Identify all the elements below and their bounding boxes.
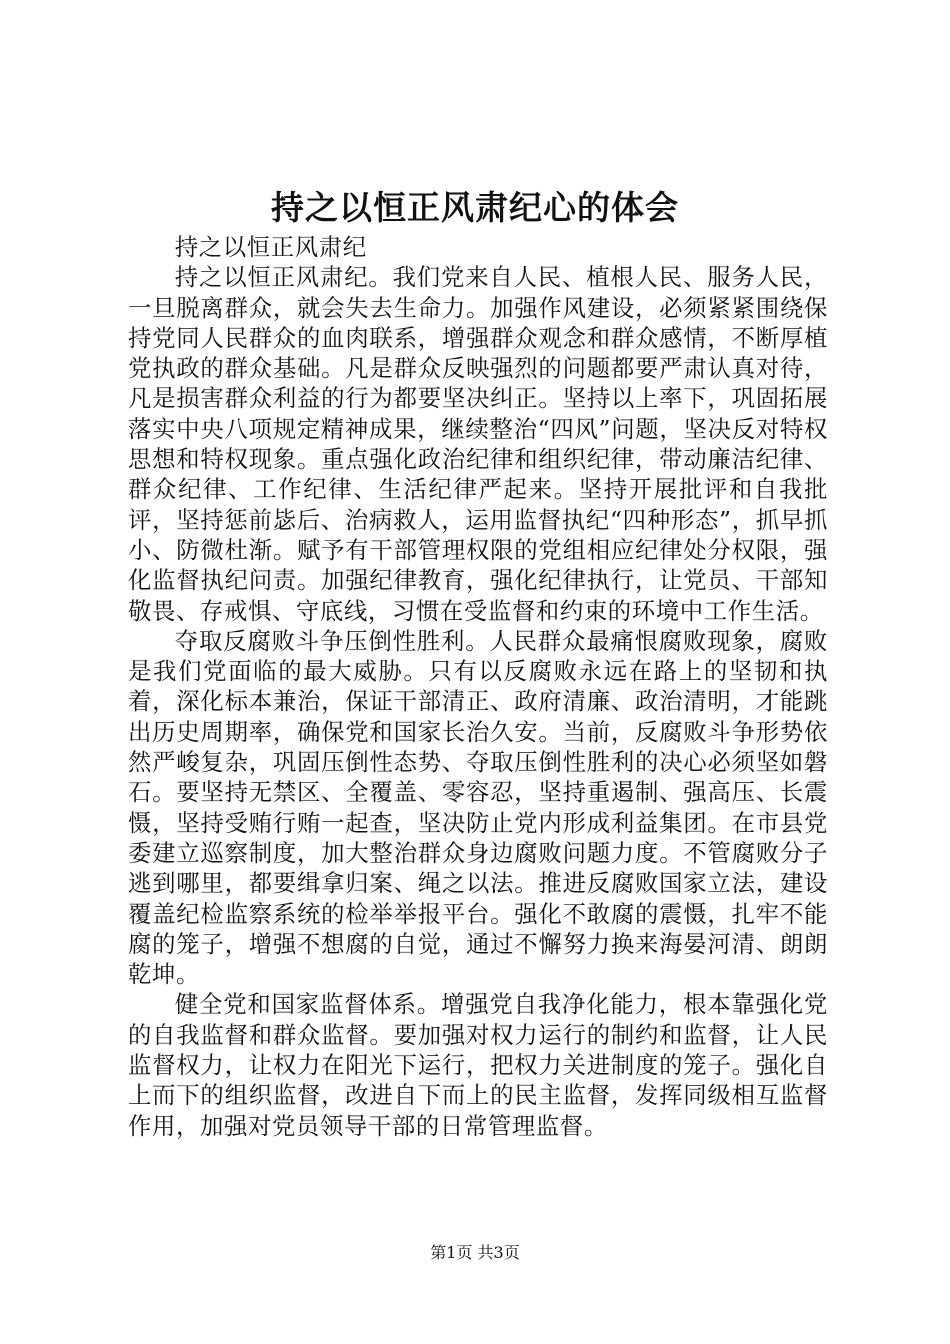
document-title: 持之以恒正风肃纪心的体会 xyxy=(271,188,679,227)
paragraph-conduct-discipline: 持之以恒正风肃纪。我们党来自人民、植根人民、服务人民，一旦脱离群众，就会失去生命力。加强作风建设，必须紧紧围绕保持党同人民群众的血肉联系，增强群众观念和群众感情，不断厚植党执政的群众基础。凡是群众反映强烈的问题都要严肃认真对待，凡是损害群众利益的行为都要坚决纠正。坚持以上率下，巩固拓展落实中央八项规定精神成果，继续整治“四风”问题，坚决反对特权思想和特权现象。重点强化政治纪律和组织纪律，带动廉洁纪律、群众纪律、工作纪律、生活纪律严起来。坚持开展批评和自我批评，坚持惩前毖后、治病救人，运用监督执纪“四种形态”，抓早抓小、防微杜渐。赋予有干部管理权限的党组相应纪律处分权限，强化监督执纪问责。加强纪律教育，强化纪律执行，让党员、干部知敬畏、存戒惧、守底线，习惯在受监督和约束的环境中工作生活。 xyxy=(128,263,828,625)
document-body xyxy=(128,232,828,1141)
paragraph-anti-corruption: 夺取反腐败斗争压倒性胜利。人民群众最痛恨腐败现象，腐败是我们党面临的最大威胁。只有以反腐败永远在路上的坚韧和执着，深化标本兼治，保证干部清正、政府清廉、政治清明，才能跳出历史周期率，确保党和国家长治久安。当前，反腐败斗争形势依然严峻复杂，巩固压倒性态势、夺取压倒性胜利的决心必须坚如磐石。要坚持无禁区、全覆盖、零容忍，坚持重遏制、强高压、长震慑，坚持受贿行贿一起查，坚决防止党内形成利益集团。在市县党委建立巡察制度，加大整治群众身边腐败问题力度。不管腐败分子逃到哪里，都要缉拿归案、绳之以法。推进反腐败国家立法，建设覆盖纪检监察系统的检举举报平台。强化不敢腐的震慑，扎牢不能腐的笼子，增强不想腐的自觉，通过不懈努力换来海晏河清、朗朗乾坤。 xyxy=(128,626,828,989)
paragraph-subtitle: 持之以恒正风肃纪 xyxy=(174,233,367,261)
page-number-footer: 第1页 共3页 xyxy=(430,1243,520,1262)
paragraph-supervision-system: 健全党和国家监督体系。增强党自我净化能力，根本靠强化党的自我监督和群众监督。要加强对权力运行的制约和监督，让人民监督权力，让权力在阳光下运行，把权力关进制度的笼子。强化自上而下的组织监督，改进自下而上的民主监督，发挥同级相互监督作用，加强对党员领导干部的日常管理监督。 xyxy=(128,990,828,1140)
